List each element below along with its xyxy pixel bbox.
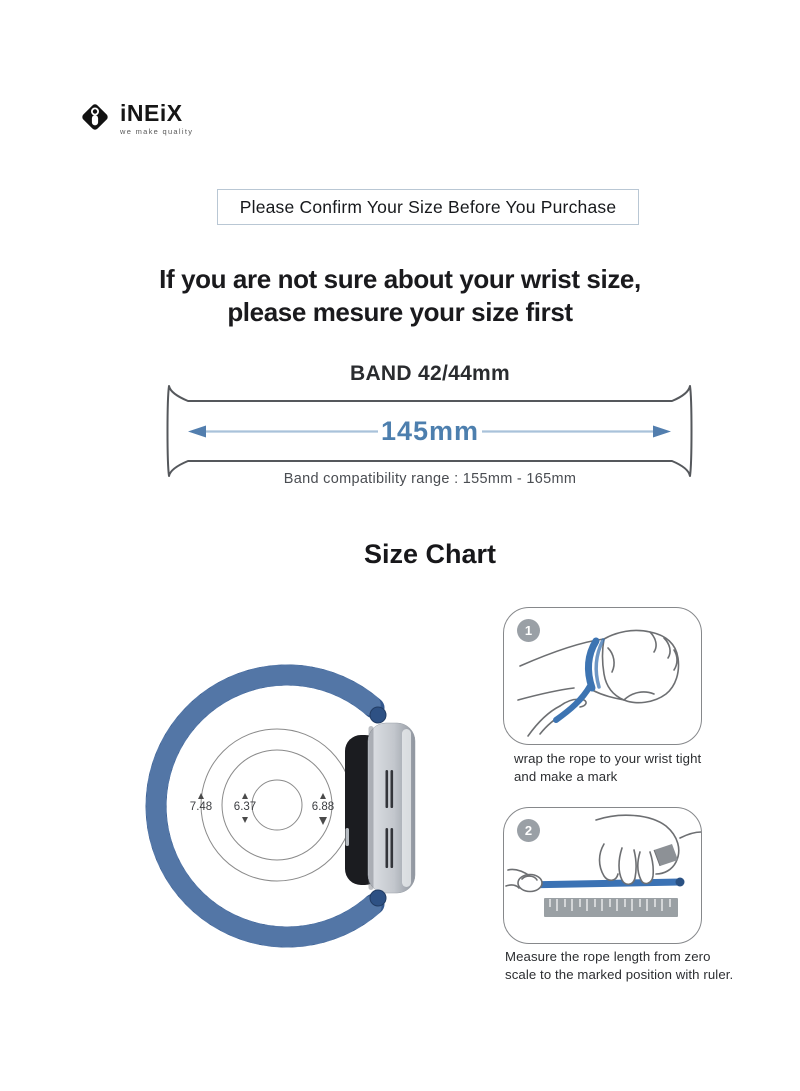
blue-rope	[522, 878, 685, 887]
band-compatibility-range: Band compatibility range : 155mm - 165mm	[283, 471, 577, 487]
brand-tagline: we make quality	[120, 127, 194, 136]
braided-loop-band	[156, 675, 374, 937]
brand-logo	[78, 100, 193, 136]
band-length-value: 145mm	[380, 416, 480, 446]
brand-diamond-icon	[78, 100, 112, 134]
measurement-6-88: 6.88	[311, 801, 335, 813]
band-length-diagram	[166, 384, 694, 484]
page-title-line2: please mesure your size first	[227, 297, 573, 327]
watch-side-profile	[345, 707, 415, 906]
step-2-caption: Measure the rope length from zero scale to the marked position with ruler.	[505, 949, 734, 982]
measurement-7-48: 7.48	[189, 801, 213, 813]
blue-rope	[556, 640, 603, 720]
brand-name: iNEiX	[120, 100, 183, 126]
page-title-line1: If you are not sure about your wrist size,	[159, 264, 641, 294]
measurement-6-37: 6.37	[233, 801, 257, 813]
step-2-number-badge: 2	[517, 819, 540, 842]
band-size-label: BAND 42/44mm	[350, 362, 510, 385]
step-2-panel	[503, 807, 702, 944]
page-title	[0, 263, 800, 329]
confirm-size-notice: Please Confirm Your Size Before You Purchase	[217, 189, 639, 225]
solo-loop-watch-illustration	[138, 642, 474, 978]
size-chart-title: Size Chart	[363, 539, 497, 569]
step-1-caption: wrap the rope to your wrist tight and make a mark	[514, 751, 702, 784]
step-1-number-badge: 1	[517, 619, 540, 642]
band-connector-bottom	[370, 890, 386, 906]
marked-spot	[654, 844, 678, 866]
measurement-labels	[190, 793, 334, 825]
ruler	[544, 898, 678, 917]
step-1-panel	[503, 607, 702, 745]
band-connector-top	[370, 707, 386, 723]
